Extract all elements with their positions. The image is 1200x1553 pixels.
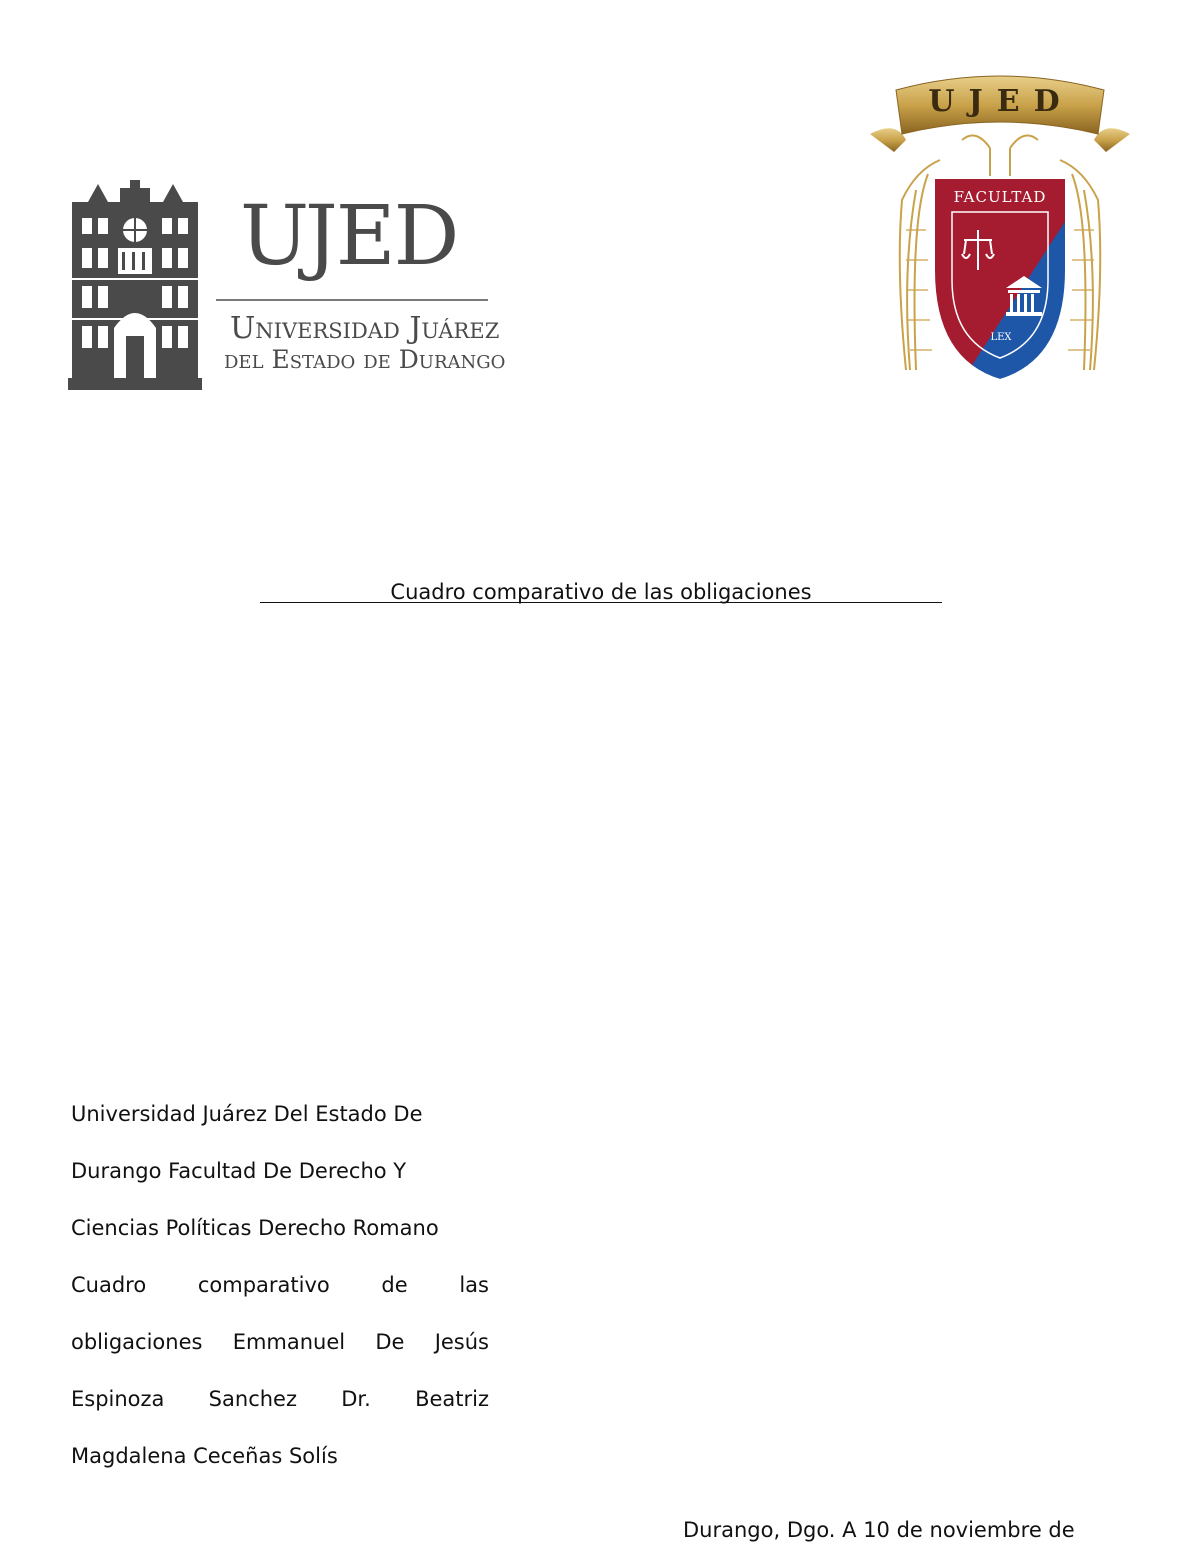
info-line-1: Universidad Juárez Del Estado De <box>71 1102 423 1126</box>
ujed-logo <box>68 178 506 390</box>
university-name-line1: Universidad Juárez <box>230 311 500 346</box>
ujed-wordmark: UJED <box>240 189 458 284</box>
crest-motto: LEX <box>990 332 1012 343</box>
info-line-4: Cuadro comparativo de las <box>71 1273 489 1297</box>
info-line-5: obligaciones Emmanuel De Jesús <box>71 1330 489 1354</box>
building-icon <box>68 178 208 390</box>
info-line-3: Ciencias Políticas Derecho Romano <box>71 1216 439 1240</box>
info-block <box>71 1086 489 1485</box>
info-line-7: Magdalena Ceceñas Solís <box>71 1444 338 1468</box>
document-title: Cuadro comparativo de las obligaciones <box>390 580 812 604</box>
info-line-6: Espinoza Sanchez Dr. Beatriz <box>71 1387 489 1411</box>
crest-facultad-label: FACULTAD <box>953 188 1047 206</box>
university-name-line2: del Estado de Durango <box>224 345 506 374</box>
crest-banner-text: UJED <box>928 84 1074 119</box>
date-line: Durango, Dgo. A 10 de noviembre de <box>683 1518 1075 1542</box>
info-line-2: Durango Facultad De Derecho Y <box>71 1159 407 1183</box>
logo-divider <box>216 299 488 301</box>
faculty-crest <box>866 70 1134 392</box>
